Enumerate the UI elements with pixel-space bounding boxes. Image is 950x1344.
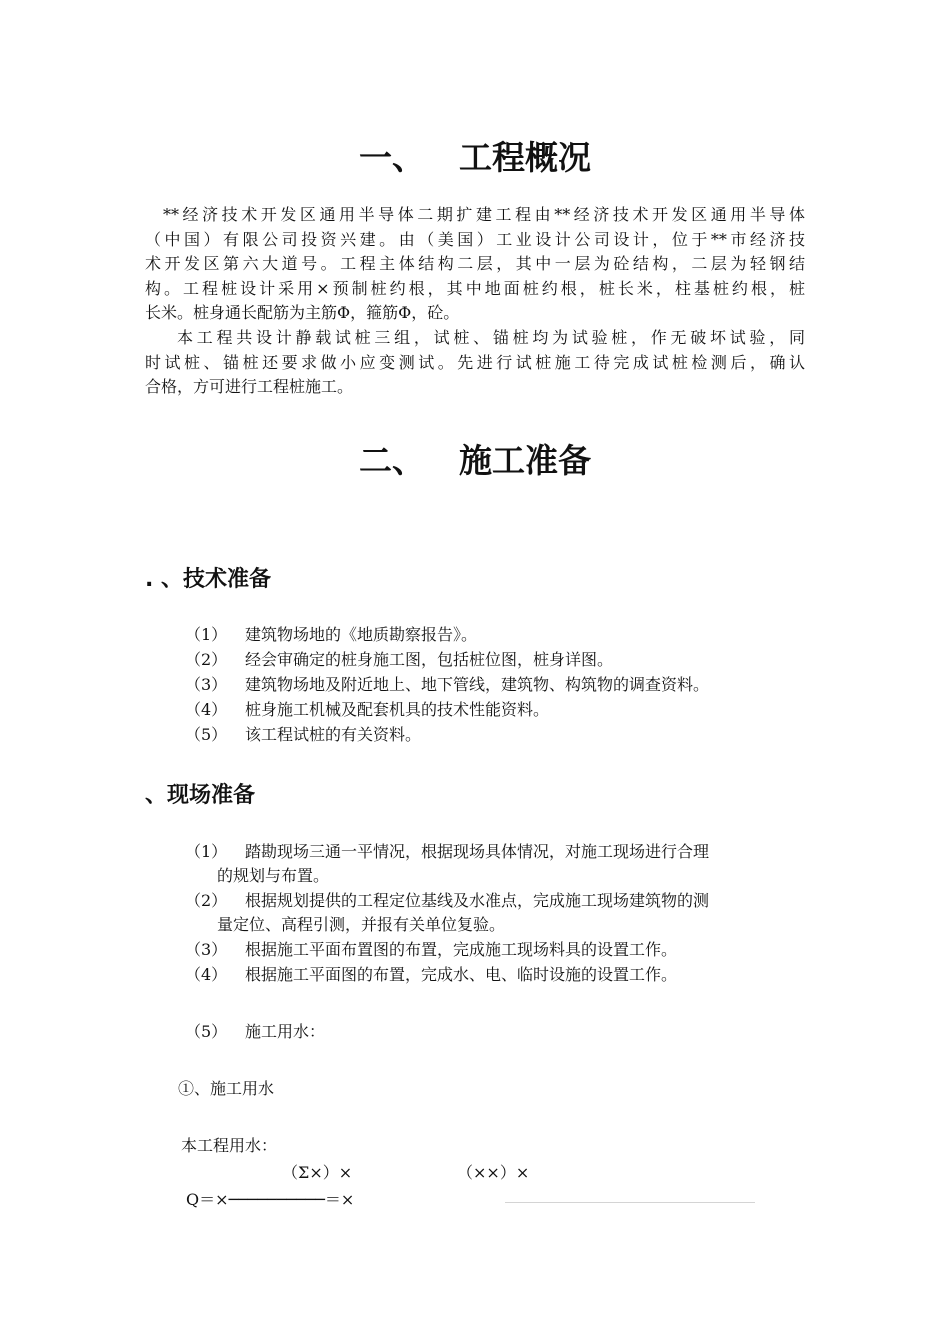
paragraph-line: 本工程共设计静载试桩三组，试桩、锚桩均为试验桩，作无破坏试验，同 — [177, 328, 805, 347]
list-item-number: （5） — [185, 1022, 228, 1041]
paragraph-line: 合格，方可进行工程桩施工。 — [145, 377, 354, 396]
list-item — [185, 1019, 325, 1042]
overview-paragraph-2 — [145, 326, 805, 400]
list-item-continuation: 量定位、高程引测，并报有关单位复验。 — [217, 915, 506, 934]
list-item — [185, 647, 613, 670]
water-sub-heading: ①、施工用水 — [178, 1079, 275, 1098]
list-item-text: 桩身施工机械及配套机具的技术性能资料。 — [245, 700, 550, 719]
list-item-text: 根据施工平面图的布置，完成水、电、临时设施的设置工作。 — [245, 965, 678, 984]
list-item-number: （1） — [185, 842, 228, 861]
list-item-text: 经会审确定的桩身施工图，包括桩位图，桩身详图。 — [245, 650, 614, 669]
list-item-number: （3） — [185, 940, 228, 959]
list-item — [185, 672, 709, 695]
list-item-number: （1） — [185, 625, 228, 644]
list-item — [185, 962, 677, 985]
list-item-text: 踏勘现场三通一平情况，根据现场具体情况，对施工现场进行合理 — [245, 842, 710, 861]
paragraph-line: 长米。桩身通长配筋为主筋Φ，箍筋Φ，砼。 — [145, 303, 460, 322]
formula-numerator-right: （××）× — [457, 1163, 530, 1182]
footer-rule — [505, 1202, 755, 1203]
list-item-number: （2） — [185, 891, 228, 910]
list-item-number: （2） — [185, 650, 228, 669]
list-item — [185, 888, 709, 911]
list-item-text: 根据规划提供的工程定位基线及水准点，完成施工现场建筑物的测 — [245, 891, 710, 910]
paragraph-line: 时试桩、锚桩还要求做小应变测试。先进行试桩施工待完成试桩检测后，确认 — [145, 352, 805, 372]
section-2-heading — [0, 435, 950, 482]
water-usage-label: 本工程用水： — [181, 1136, 278, 1155]
overview-paragraph-1 — [145, 203, 805, 326]
section-2-number: 二、 — [359, 441, 425, 480]
list-item — [185, 697, 549, 720]
paragraph-line: 构。工程桩设计采用×预制桩约根，其中地面桩约根，桩长米，柱基桩约根，桩 — [145, 278, 805, 298]
list-item — [185, 839, 709, 862]
list-item-number: （4） — [185, 965, 228, 984]
paragraph-line: （中国）有限公司投资兴建。由（美国）工业设计公司设计，位于**市经济技 — [145, 229, 805, 249]
section-1-number: 一、 — [359, 138, 425, 177]
tech-prep-heading: . 、技术准备 — [145, 567, 272, 592]
section-1-title: 工程概况 — [459, 138, 591, 177]
list-item — [185, 722, 421, 745]
formula-numerator-left: （Σ×）× — [282, 1163, 353, 1182]
list-item — [185, 622, 477, 645]
list-item-number: （3） — [185, 675, 228, 694]
paragraph-line: **经济技术开发区通用半导体二期扩建工程由**经济技术开发区通用半导体 — [163, 205, 805, 224]
list-item-text: 根据施工平面布置图的布置，完成施工现场料具的设置工作。 — [245, 940, 678, 959]
list-item-text: 该工程试桩的有关资料。 — [245, 725, 422, 744]
paragraph-line: 术开发区第六大道号。工程主体结构二层，其中一层为砼结构，二层为轻钢结 — [145, 254, 805, 273]
list-item-number: （4） — [185, 700, 228, 719]
list-item-text: 建筑物场地的《地质勘察报告》。 — [245, 625, 478, 644]
list-item-text: 施工用水： — [245, 1022, 326, 1041]
section-1-heading — [0, 132, 950, 179]
site-prep-heading: 、现场准备 — [145, 783, 256, 808]
list-item-text: 建筑物场地及附近地上、地下管线，建筑物、构筑物的调查资料。 — [245, 675, 710, 694]
formula-main-line: Q＝×──────────＝× — [186, 1190, 355, 1209]
section-2-title: 施工准备 — [459, 441, 591, 480]
list-item — [185, 937, 677, 960]
list-item-continuation: 的规划与布置。 — [217, 866, 330, 885]
list-item-number: （5） — [185, 725, 228, 744]
